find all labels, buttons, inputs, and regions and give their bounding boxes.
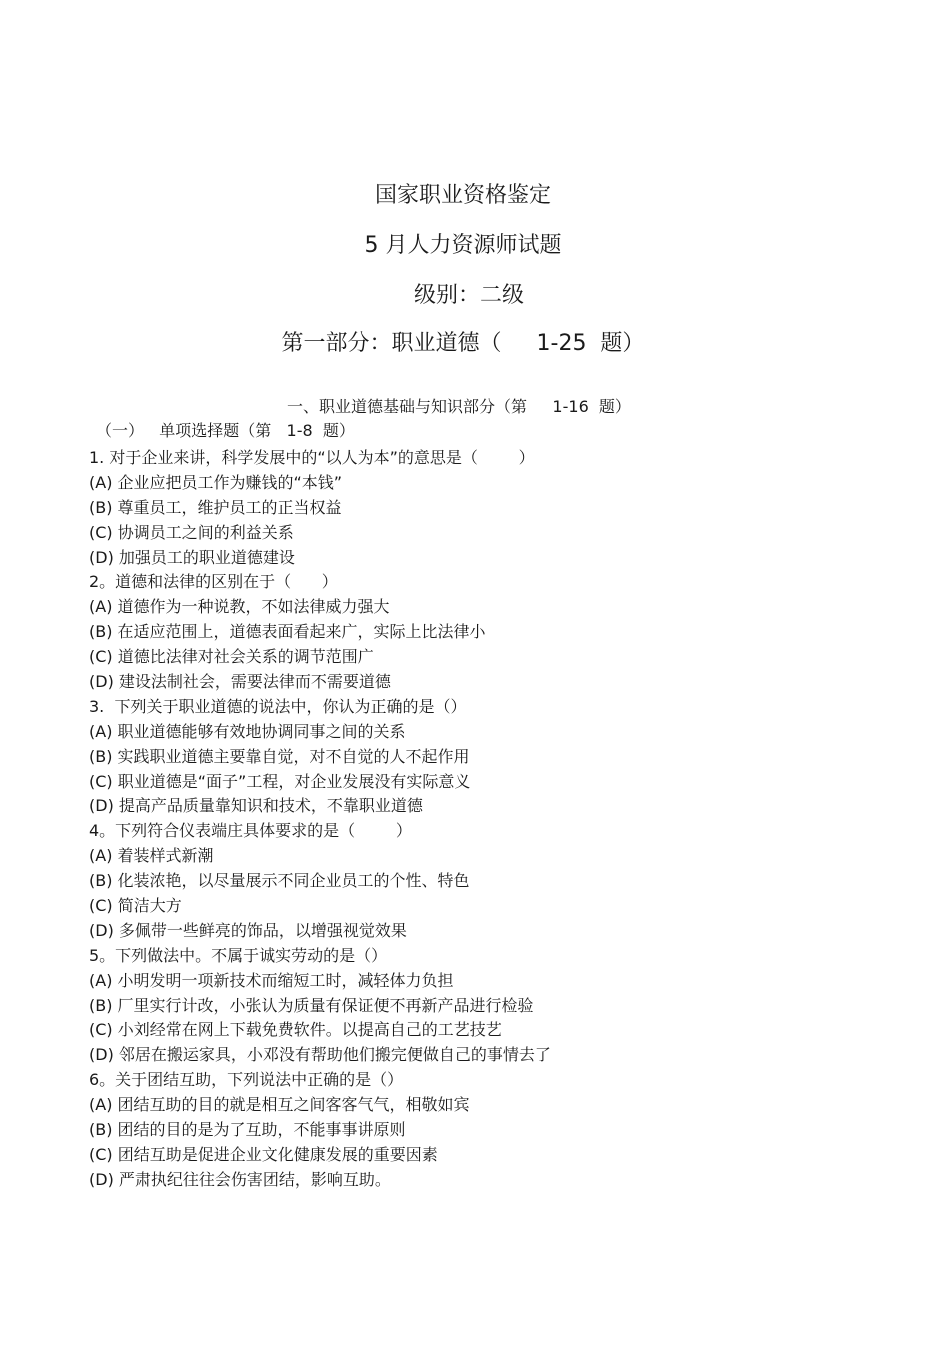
subsection-heading: （一） 单项选择题（第 1-8 题） [96, 421, 355, 440]
option-c: (C) 团结互助是促进企业文化健康发展的重要因素 [89, 1144, 438, 1164]
question-stem: 4。下列符合仪表端庄具体要求的是（ ） [89, 821, 412, 841]
option-a: (A) 团结互助的目的就是相互之间客客气气，相敬如宾 [89, 1095, 470, 1115]
option-d: (D) 邻居在搬运家具，小邓没有帮助他们搬完便做自己的事情去了 [89, 1045, 551, 1065]
option-c: (C) 职业道德是“面子”工程，对企业发展没有实际意义 [89, 771, 471, 791]
option-c: (C) 小刘经常在网上下载免费软件。以提高自己的工艺技艺 [89, 1020, 502, 1040]
question-2 [89, 570, 919, 694]
question-6 [89, 1068, 919, 1192]
document-title-line-1: 国家职业资格鉴定 [374, 183, 551, 208]
option-b: (B) 实践职业道德主要靠自觉，对不自觉的人不起作用 [89, 746, 470, 766]
question-list [89, 446, 919, 1193]
option-d: (D) 多佩带一些鲜亮的饰品，以增强视觉效果 [89, 920, 407, 940]
question-stem: 5。下列做法中。不属于诚实劳动的是（） [89, 945, 388, 965]
question-stem: 6。关于团结互助，下列说法中正确的是（） [89, 1070, 404, 1090]
option-b: (B) 尊重员工，维护员工的正当权益 [89, 497, 342, 517]
section-heading: 一、职业道德基础与知识部分（第 1-16 题） [287, 397, 631, 416]
question-4 [89, 819, 919, 943]
option-b: (B) 化装浓艳，以尽量展示不同企业员工的个性、特色 [89, 871, 470, 891]
option-a: (A) 企业应把员工作为赚钱的“本钱” [89, 472, 343, 492]
question-stem: 3. 下列关于职业道德的说法中，你认为正确的是（） [89, 696, 467, 716]
option-a: (A) 道德作为一种说教，不如法律威力强大 [89, 597, 390, 617]
option-a: (A) 职业道德能够有效地协调同事之间的关系 [89, 721, 406, 741]
question-5 [89, 944, 919, 1068]
question-stem: 1. 对于企业来讲，科学发展中的“以人为本”的意思是（ ） [89, 448, 535, 467]
option-a: (A) 着装样式新潮 [89, 846, 214, 866]
option-c: (C) 道德比法律对社会关系的调节范围广 [89, 647, 374, 667]
option-d: (D) 提高产品质量靠知识和技术，不靠职业道德 [89, 796, 423, 816]
question-stem: 2。道德和法律的区别在于（ ） [89, 572, 338, 592]
question-3 [89, 695, 919, 819]
question-1 [89, 446, 919, 570]
document-title-line-2: 5 月人力资源师试题 [364, 233, 562, 258]
option-c: (C) 简洁大方 [89, 896, 182, 916]
document-title-level: 级别：二级 [413, 283, 524, 308]
option-a: (A) 小明发明一项新技术而缩短工时，减轻体力负担 [89, 970, 454, 990]
option-d: (D) 加强员工的职业道德建设 [89, 547, 295, 567]
option-b: (B) 厂里实行计改，小张认为质量有保证便不再新产品进行检验 [89, 995, 534, 1015]
option-b: (B) 在适应范围上，道德表面看起来广，实际上比法律小 [89, 622, 486, 642]
option-c: (C) 协调员工之间的利益关系 [89, 522, 294, 542]
part-heading: 第一部分：职业道德（ 1-25 题） [281, 331, 645, 356]
option-d: (D) 建设法制社会，需要法律而不需要道德 [89, 672, 391, 692]
option-d: (D) 严肃执纪往往会伤害团结，影响互助。 [89, 1169, 391, 1189]
option-b: (B) 团结的目的是为了互助，不能事事讲原则 [89, 1120, 406, 1140]
